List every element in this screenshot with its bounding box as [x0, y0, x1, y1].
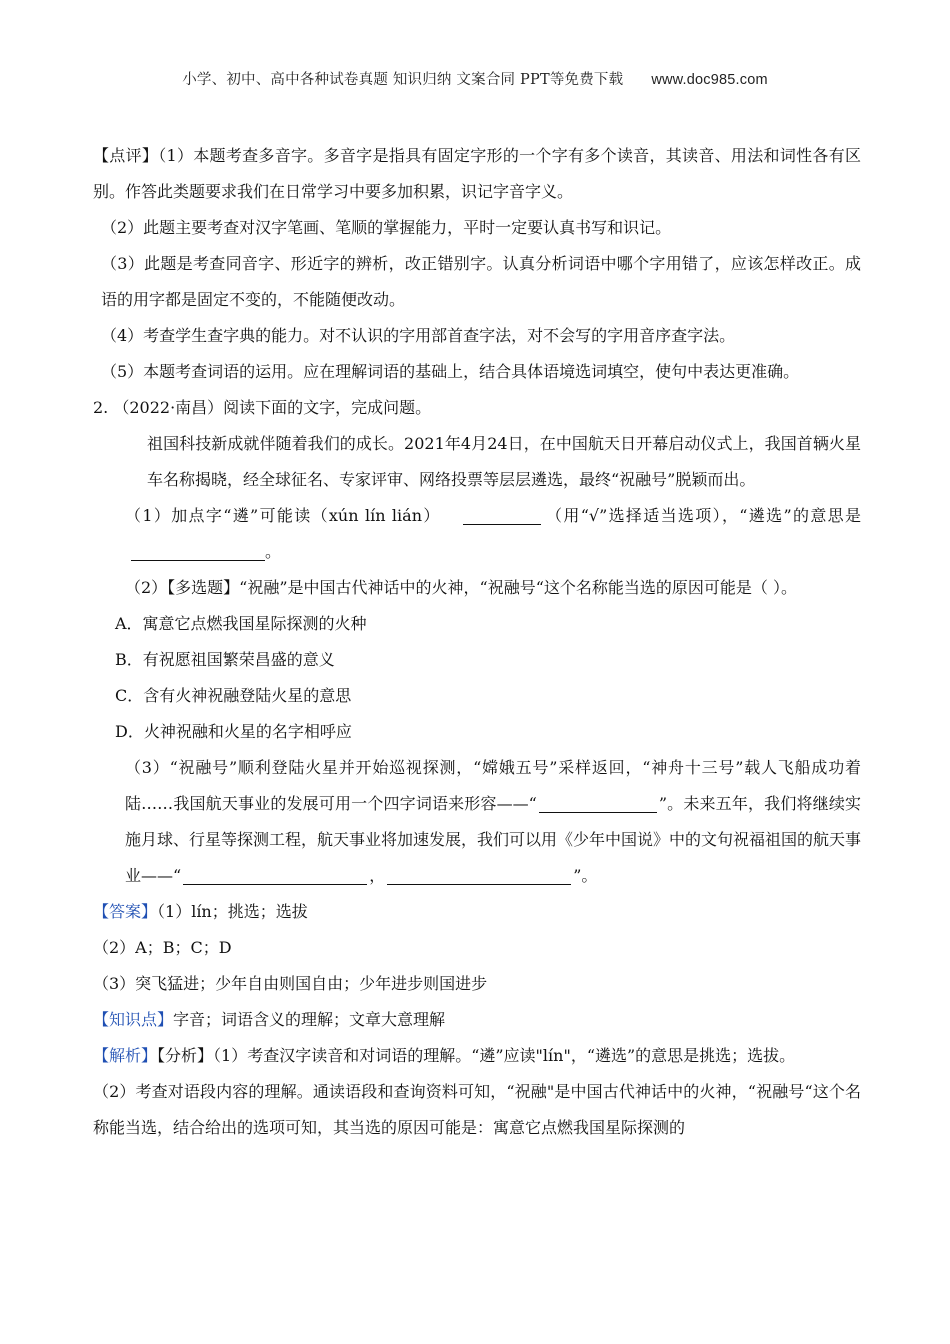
comment-paragraph-2: （2）此题主要考查对汉字笔画、笔顺的掌握能力，平时一定要认真书写和识记。 [101, 218, 672, 237]
option-d[interactable]: D．火神祝融和火星的名字相呼应 [115, 722, 352, 741]
comment-paragraph-1: 【点评】（1）本题考查多音字。多音字是指具有固定字形的一个字有多个读音，其读音、用法和词性各有区别。作答此类题要求我们在日常学习中要多加积累，识记字音字义。 [93, 146, 861, 201]
answer-blank-quote-2[interactable] [387, 864, 571, 885]
page-header [0, 68, 950, 89]
answer-blank-idiom[interactable] [539, 792, 657, 813]
knowledge-tag: 【知识点】 [93, 1010, 174, 1029]
question-heading: 2. （2022·南昌）阅读下面的文字，完成问题。 [93, 398, 432, 417]
question-passage: 祖国科技新成就伴随着我们的成长。2021年4月24日，在中国航天日开幕启动仪式上，我国首辆火星车名称揭晓，经全球征名、专家评审、网络投票等层层遴选，最终“祝融号”脱颖而出。 [147, 434, 861, 489]
question-2 [93, 390, 861, 894]
answer-tag: 【答案】 [93, 902, 158, 921]
option-b[interactable]: B．有祝愿祖国繁荣昌盛的意义 [115, 650, 335, 669]
answer-blank-quote-1[interactable] [183, 864, 367, 885]
comment-tag: 【点评】 [93, 146, 159, 165]
comment-section [93, 138, 861, 390]
document-body [93, 138, 861, 1146]
option-c[interactable]: C．含有火神祝融登陆火星的意思 [115, 686, 352, 705]
analysis-tag: 【解析】 [93, 1046, 158, 1065]
knowledge-point: 【知识点】字音；词语含义的理解；文章大意理解 [93, 1010, 446, 1029]
question-part-1: （1）加点字“遴”可能读（xún lín lián） （用“√”选择适当选项），“遴选”的意思是。 [125, 506, 861, 561]
analysis-section [93, 1038, 861, 1146]
comment-paragraph-4: （4）考查学生查字典的能力。对不认识的字用部首查字法，对不会写的字用音序查字法。 [101, 326, 736, 345]
header-url[interactable]: www.doc985.com [651, 72, 768, 88]
answer-line-2: （2）A；B；C；D [93, 938, 232, 957]
analysis-paragraph-2: （2）考查对语段内容的理解。通读语段和查询资料可知，“祝融"是中国古代神话中的火神，“祝融号“这个名称能当选，结合给出的选项可知，其当选的原因可能是：寓意它点燃我国星际探测的 [93, 1082, 861, 1137]
analysis-paragraph-1: 【解析】【分析】（1）考查汉字读音和对词语的理解。“遴”应读"lín"，“遴选”的意思是挑选；选拔。 [93, 1046, 796, 1065]
answer-line-3: （3）突飞猛进；少年自由则国自由；少年进步则国进步 [93, 974, 488, 993]
comment-paragraph-3: （3）此题是考查同音字、形近字的辨析，改正错别字。认真分析词语中哪个字用错了，应该怎样改正。成语的用字都是固定不变的，不能随便改动。 [101, 254, 861, 309]
header-text: 小学、初中、高中各种试卷真题 知识归纳 文案合同 PPT等免费下载 [182, 72, 624, 88]
comment-paragraph-5: （5）本题考查词语的运用。应在理解词语的基础上，结合具体语境选词填空，使句中表达更准确。 [101, 362, 800, 381]
question-part-3: （3）“祝融号”顺利登陆火星并开始巡视探测，“嫦娥五号”采样返回，“神舟十三号”载人飞船成功着陆……我国航天事业的发展可用一个四字词语来形容——“ ”。未来五年，我们将继续实施月球、行星等探测工程，航天事业将加速发展，我们可以用《少年中国说》中的文句祝福祖国的航天事业——“ ， ”。 [125, 758, 862, 885]
answer-blank-reading[interactable] [463, 504, 541, 525]
answer-section [93, 894, 861, 1002]
answer-line-1: 【答案】（1）lín；挑选；选拔 [93, 902, 308, 921]
answer-blank-meaning[interactable] [131, 540, 265, 561]
option-a[interactable]: A．寓意它点燃我国星际探测的火种 [115, 614, 367, 633]
question-part-2: （2）【多选题】“祝融”是中国古代神话中的火神，“祝融号“这个名称能当选的原因可能是（ ）。 [125, 578, 797, 597]
